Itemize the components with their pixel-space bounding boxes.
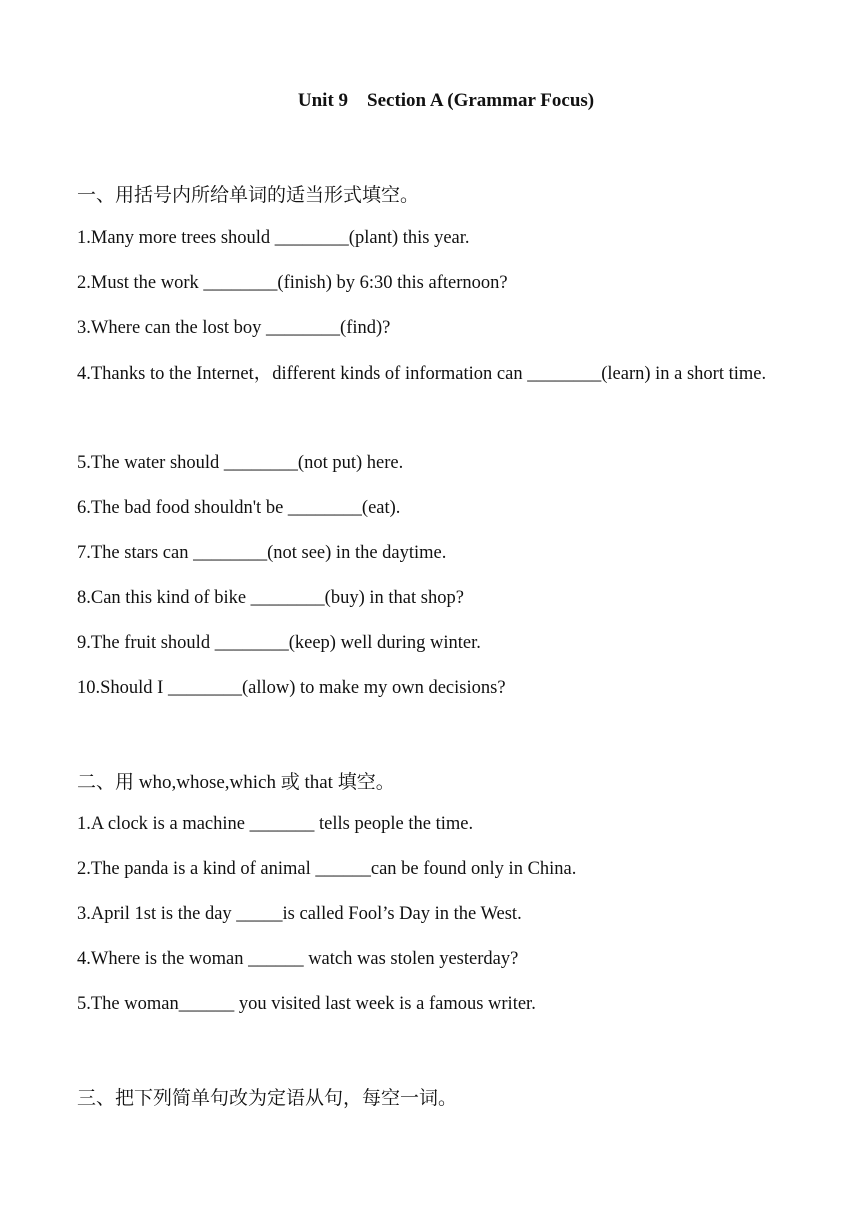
section1-item-3: 3.Where can the lost boy ________(find)? bbox=[77, 318, 391, 338]
section1-item-9: 9.The fruit should ________(keep) well during winter. bbox=[77, 633, 481, 653]
section3-heading: 三、把下列简单句改为定语从句，每空一词。 bbox=[77, 1088, 458, 1109]
section1-item-10: 10.Should I ________(allow) to make my own decisions? bbox=[77, 678, 506, 698]
section2-item-4: 4.Where is the woman ______ watch was stolen yesterday? bbox=[77, 949, 519, 969]
section1-heading: 一、用括号内所给单词的适当形式填空。 bbox=[77, 185, 420, 206]
section1-item-4: 4.Thanks to the Internet，different kinds of information can ________(learn) in a short time. bbox=[77, 364, 767, 384]
section1-item-1: 1.Many more trees should ________(plant) this year. bbox=[77, 228, 470, 248]
section1-item-8: 8.Can this kind of bike ________(buy) in that shop? bbox=[77, 588, 464, 608]
section1-item-2: 2.Must the work ________(finish) by 6:30 this afternoon? bbox=[77, 273, 508, 293]
section2-item-3: 3.April 1st is the day _____is called Fool’s Day in the West. bbox=[77, 904, 522, 924]
section1-item-5: 5.The water should ________(not put) here. bbox=[77, 453, 404, 473]
section2-item-2: 2.The panda is a kind of animal ______can be found only in China. bbox=[77, 859, 577, 879]
page-title: Unit 9 Section A (Grammar Focus) bbox=[297, 90, 595, 111]
section2-item-5: 5.The woman______ you visited last week is a famous writer. bbox=[77, 994, 536, 1014]
section1-item-7: 7.The stars can ________(not see) in the daytime. bbox=[77, 543, 447, 563]
section2-heading: 二、用 who,whose,which 或 that 填空。 bbox=[77, 772, 395, 793]
section2-item-1: 1.A clock is a machine _______ tells people the time. bbox=[77, 814, 474, 834]
section1-item-6: 6.The bad food shouldn't be ________(eat). bbox=[77, 498, 401, 518]
